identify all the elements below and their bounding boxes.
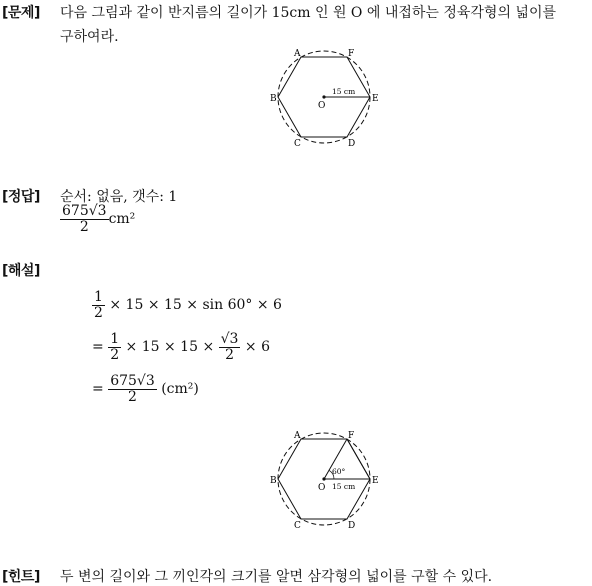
solution-l1-rest: × 15 × 15 × sin 60° × 6 <box>104 297 282 314</box>
center-label-2: O <box>318 483 326 493</box>
side-fe <box>347 439 370 479</box>
radius-label-2: 15 cm <box>332 482 356 491</box>
hint-tag: [힌트] <box>2 569 40 585</box>
solution-l2-den-2: 2 <box>225 346 235 363</box>
solution-l1-den: 2 <box>94 304 103 321</box>
center-label: O <box>318 101 326 111</box>
vertex-a-label-2: A <box>294 431 301 441</box>
vertex-a-label: A <box>294 49 301 59</box>
solution-l2-fraction <box>108 332 121 362</box>
problem-line-2: 구하여라. <box>60 29 119 45</box>
solution-l2-prefix: = <box>92 339 109 356</box>
solution-l3-prefix: = <box>92 381 109 398</box>
answer-tag: [정답] <box>2 189 40 205</box>
vertex-c-label: C <box>294 139 301 149</box>
solution-l3-unit: (cm²) <box>156 381 199 398</box>
solution-l2-mid: × 15 × 15 × <box>121 339 219 356</box>
solution-line-1 <box>92 290 282 320</box>
solution-l2-num-2: √3 <box>220 331 239 347</box>
vertex-d-label: D <box>348 139 356 149</box>
solution-l2-rest: × 6 <box>240 339 271 356</box>
solution-l2-den: 2 <box>110 346 120 363</box>
radius-label: 15 cm <box>332 87 356 96</box>
answer-numerator: 675√3 <box>62 203 107 219</box>
solution-line-3 <box>92 374 199 404</box>
figure-hexagon-2 <box>268 428 386 532</box>
figure-hexagon-1 <box>268 46 386 150</box>
answer-denominator: 2 <box>79 218 89 235</box>
solution-l2-num: 1 <box>110 331 120 347</box>
solution-l3-den: 2 <box>128 388 137 405</box>
vertex-b-label: B <box>270 94 277 104</box>
answer-unit: cm² <box>108 211 136 228</box>
hint-text: 두 변의 길이와 그 끼인각의 크기를 알면 삼각형의 넓이를 구할 수 있다. <box>60 569 493 585</box>
vertex-f-label: F <box>348 49 355 59</box>
solution-l3-fraction <box>108 374 157 404</box>
solution-tag: [해설] <box>2 263 40 279</box>
vertex-c-label-2: C <box>294 521 301 531</box>
solution-l3-num: 675√3 <box>110 373 155 389</box>
solution-l2-fraction-2 <box>219 332 241 362</box>
solution-l1-num: 1 <box>94 289 103 305</box>
vertex-d-label-2: D <box>348 521 356 531</box>
vertex-f-label-2: F <box>348 431 355 441</box>
center-point <box>322 95 325 98</box>
vertex-b-label-2: B <box>270 476 277 486</box>
problem-line-1: 다음 그림과 같이 반지름의 길이가 15cm 인 원 O 에 내접하는 정육각형의 넓이를 <box>60 5 557 21</box>
vertex-e-label-2: E <box>372 476 379 486</box>
vertex-e-label: E <box>372 94 379 104</box>
answer-line: 순서: 없음, 갯수: 1 <box>60 189 178 205</box>
answer-value <box>60 204 135 234</box>
center-point-2 <box>322 477 325 480</box>
problem-tag: [문제] <box>2 5 40 21</box>
solution-l1-fraction <box>92 290 105 320</box>
solution-line-2 <box>92 332 270 362</box>
angle-label: 60° <box>332 467 346 476</box>
answer-fraction <box>60 204 109 234</box>
